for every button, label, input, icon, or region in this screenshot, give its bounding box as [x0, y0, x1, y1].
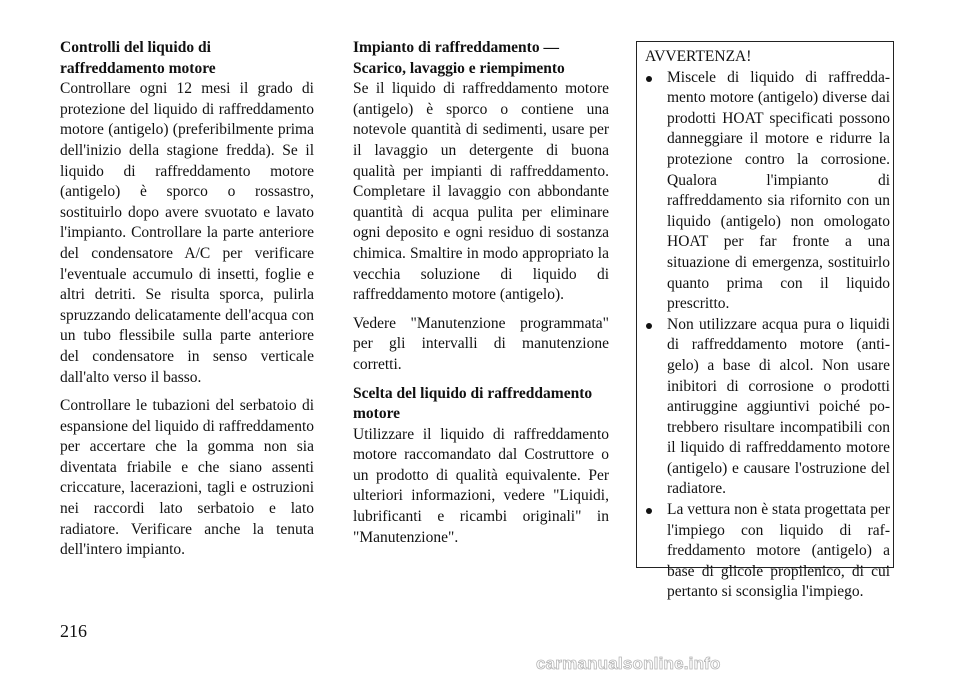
- page-number: 216: [60, 621, 87, 641]
- warning-item: [645, 68, 890, 315]
- warning-item-text: Miscele di liquido di raffreddamento motore (antigelo) diverse dai prodotti HOAT specificati possono danneggiare il motore e ridurre la protezione contro la corrosione. Qualora l'impianto di raffreddamento sia rifornito con un liquido (antigelo) non omologato HOAT per far fronte a una situazione di emergenza, sostituirlo quanto prima con il liquido prescritto.: [667, 68, 890, 313]
- warning-item: [645, 500, 890, 603]
- paragraph-coolant-check-yearly: Controllare ogni 12 mesi il grado di protezione del liquido di raffreddamento motore (antigelo) (preferibilmente prima dell'inizio della stagione fredda). Se il liquido di raffreddamento motore (antigelo) è sporco o rossastro, sostituirlo dopo avere svuotato e lavato l'impianto. Controllare la parte anteriore del condensatore A/C per verificare l'eventuale accumulo di insetti, foglie e altri detriti. Se risulta sporca, pulirla spruzzando delicatamente dell'acqua con un tubo flessibile sulla parte anteriore del condensatore in senso verticale dall'alto verso il basso.: [60, 80, 314, 386]
- bullet-icon: [646, 508, 652, 514]
- warning-item-text: Non utilizzare acqua pura o liquidi di raffreddamento motore (antigelo) a base di alcol. Non usare inibitori di corrosione o prodotti antiruggine aggiuntivi poiché potrebbero risultare incompatibili con il liquido di raffreddamento motore (antigelo) e causare l'ostruzione del radiatore.: [667, 315, 890, 498]
- paragraph-maintenance-reference: Vedere "Manutenzione programmata" per gli intervalli di manutenzione corretti.: [353, 314, 609, 373]
- watermark: carmanualsonline.info: [536, 654, 721, 673]
- section-heading-drain-flush-refill: Impianto di raffreddamento — Scarico, lavaggio e riempimento: [353, 39, 565, 77]
- section-heading-coolant-selection: Scelta del liquido di raffreddamento motore: [353, 384, 593, 423]
- paragraph-flushing: Se il liquido di raffreddamento motore (antigelo) è sporco o contiene una notevole quantità di sedimenti, usare per il lavaggio un detergente di buona qualità per impianti di raffreddamento. Completare il lavaggio con abbondante quantità di acqua pulita per eliminare ogni deposito e ogni residuo di sostanza chimica. Smaltire in modo appropriato la vecchia soluzione di liquido di raffreddamento motore (antigelo).: [353, 80, 609, 304]
- left-column: [60, 38, 314, 569]
- warning-item-text: La vettura non è stata progettata per l'impiego con liquido di raffreddamento motore (antigelo) a base di glicole propilenico, di cui pertanto si sconsiglia l'impiego.: [667, 501, 890, 601]
- warning-title: AVVERTENZA!: [645, 48, 752, 65]
- bullet-icon: [646, 76, 652, 82]
- bullet-icon: [646, 323, 652, 329]
- paragraph-coolant-selection: Utilizzare il liquido di raffreddamento motore raccomandato dal Costruttore o un prodotto di qualità equivalente. Per ulteriori informazioni, vedere "Liquidi, lubrificanti e ricambi originali" in "Manutenzione".: [353, 425, 609, 546]
- paragraph-hose-inspection: Controllare le tubazioni del serbatoio di espansione del liquido di raffreddamento per accertare che la gomma non sia diventata friabile e che siano assenti criccature, lacerazioni, tagli e ostruzioni nei raccordi lato serbatoio e lato radiatore. Verificare anche la tenuta dell'intero impianto.: [60, 397, 314, 559]
- warning-list: [645, 68, 890, 603]
- warning-box: [636, 41, 894, 601]
- section-heading-coolant-checks: Controlli del liquido di raffreddamento motore: [60, 39, 216, 77]
- middle-column: [353, 38, 609, 556]
- warning-item: [645, 315, 890, 500]
